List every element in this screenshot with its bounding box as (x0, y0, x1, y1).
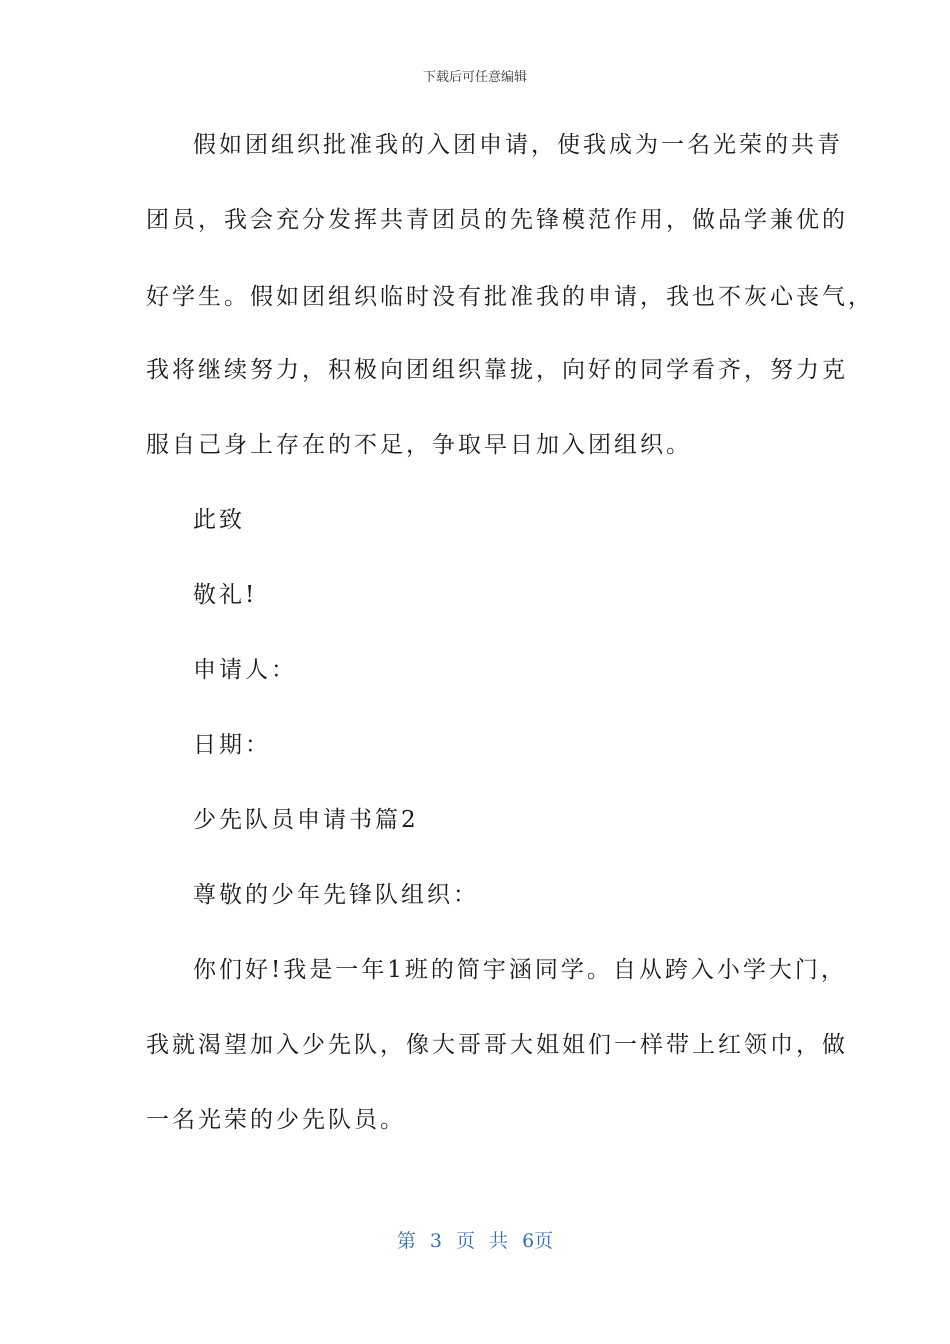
greeting-line: 尊敬的少年先锋队组织： (193, 882, 479, 908)
salutation-line: 此致 (193, 507, 245, 533)
date-label: 日期： (193, 732, 271, 758)
paragraph-line: 团员，我会充分发挥共青团员的先锋模范作用，做品学兼优的 (146, 207, 848, 233)
paragraph-line: 我就渴望加入少先队，像大哥哥大姐姐们一样带上红领巾，做 (146, 1032, 848, 1058)
section-title: 少先队员申请书篇2 (193, 807, 419, 833)
paragraph-line: 假如团组织批准我的入团申请，使我成为一名光荣的共青 (193, 132, 843, 158)
page-number-footer: 第 3 页 共 6页 (396, 1230, 554, 1252)
paragraph-line: 好学生。假如团组织临时没有批准我的申请，我也不灰心丧气， (146, 284, 874, 310)
applicant-label: 申请人： (193, 657, 297, 683)
page-header-note: 下载后可任意编辑 (422, 70, 527, 85)
paragraph-line: 一名光荣的少先队员。 (146, 1107, 406, 1133)
paragraph-line: 我将继续努力，积极向团组织靠拢，向好的同学看齐，努力克 (146, 357, 848, 383)
salutation-line: 敬礼! (193, 582, 258, 608)
paragraph-line: 服自己身上存在的不足，争取早日加入团组织。 (146, 432, 692, 458)
paragraph-line: 你们好!我是一年1班的简宇涵同学。自从跨入小学大门， (193, 957, 847, 983)
